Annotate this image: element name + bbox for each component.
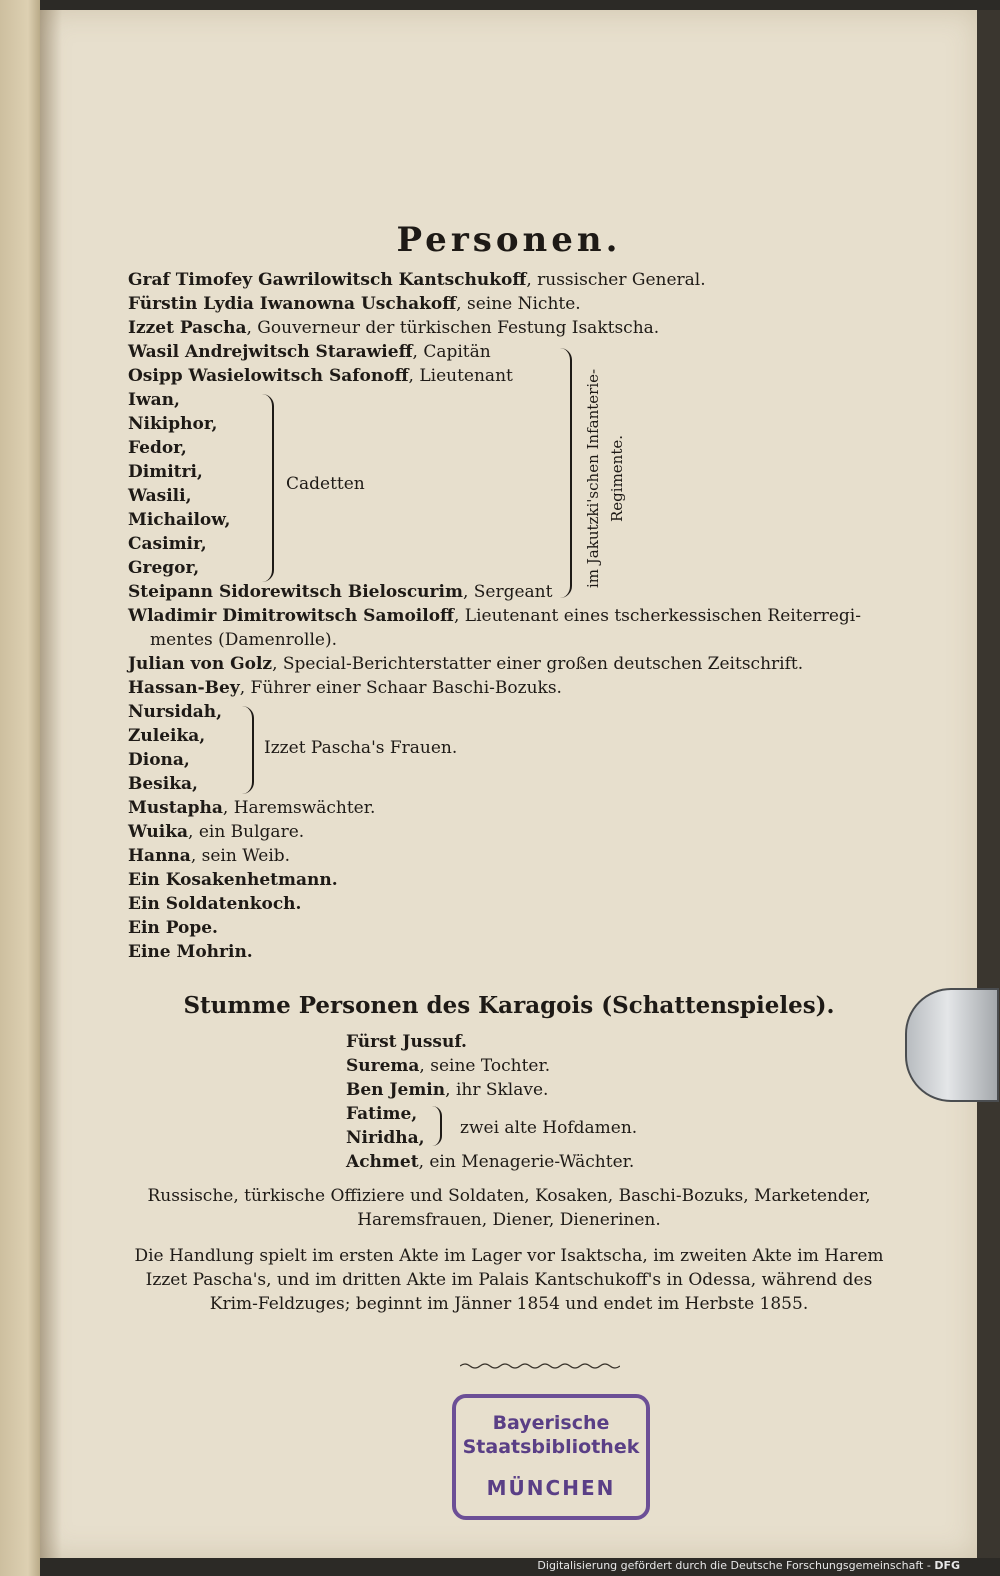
cast-line: Wladimir Dimitrowitsch Samoiloff, Lieutenant eines tscherkessischen Reiterregi- xyxy=(128,606,861,626)
regiment-brace xyxy=(560,348,572,598)
mute-line: Ben Jemin, ihr Sklave. xyxy=(346,1080,549,1100)
mute-line: Niridha, xyxy=(346,1128,425,1148)
scanner-clip xyxy=(905,988,999,1102)
cast-line: Nikiphor, xyxy=(128,414,218,434)
ornament-rule xyxy=(460,1362,620,1370)
mute-line: Achmet, ein Menagerie-Wächter. xyxy=(346,1152,635,1172)
cast-line: Zuleika, xyxy=(128,726,206,746)
cast-line: Eine Mohrin. xyxy=(128,942,253,962)
cast-line: Ein Kosakenhetmann. xyxy=(128,870,338,890)
cadetten-brace xyxy=(262,394,274,582)
cast-line: Michailow, xyxy=(128,510,231,530)
cast-line: Iwan, xyxy=(128,390,180,410)
regiment-label-line2: Regimente. xyxy=(608,434,626,522)
cast-line: Gregor, xyxy=(128,558,200,578)
cast-line: Hanna, sein Weib. xyxy=(128,846,291,866)
cast-line: Wasil Andrejwitsch Starawieff, Capitän xyxy=(128,342,491,362)
mute-line: Fatime, xyxy=(346,1104,418,1124)
page-title: Personen. xyxy=(396,220,622,260)
setting-line: Izzet Pascha's, und im dritten Akte im Palais Kantschukoff's in Odessa, während des xyxy=(145,1270,873,1290)
hofdamen-label: zwei alte Hofdamen. xyxy=(460,1118,638,1138)
cast-line: Fedor, xyxy=(128,438,187,458)
footer-credit: Digitalisierung gefördert durch die Deutsche Forschungsgemeinschaft - DFG xyxy=(537,1559,960,1572)
stamp-line: Bayerische xyxy=(492,1412,610,1434)
cast-line: Hassan-Bey, Führer einer Schaar Baschi-Bozuks. xyxy=(128,678,562,698)
facing-page-edge xyxy=(0,0,40,1576)
stamp-line: Staatsbibliothek xyxy=(462,1436,640,1458)
cast-line: Casimir, xyxy=(128,534,207,554)
cast-line: Mustapha, Haremswächter. xyxy=(128,798,376,818)
frauen-label: Izzet Pascha's Frauen. xyxy=(264,738,458,758)
page-edge xyxy=(977,10,1000,1558)
setting-line: Die Handlung spielt im ersten Akte im Lager vor Isaktscha, im zweiten Akte im Harem xyxy=(134,1246,884,1266)
book-page xyxy=(40,10,978,1558)
dfg-logo: DFG xyxy=(934,1559,960,1572)
mute-line: Surema, seine Tochter. xyxy=(346,1056,551,1076)
cast-line: Wasili, xyxy=(128,486,192,506)
extras-line: Russische, türkische Offiziere und Soldaten, Kosaken, Baschi-Bozuks, Marketender, xyxy=(147,1186,871,1206)
cast-line: Diona, xyxy=(128,750,190,770)
cast-line: Izzet Pascha, Gouverneur der türkischen Festung Isaktscha. xyxy=(128,318,660,338)
regiment-label-line1: im Jakutzki'schen Infanterie- xyxy=(584,368,602,588)
cast-line: Osipp Wasielowitsch Safonoff, Lieutenant xyxy=(128,366,513,386)
hofdamen-brace xyxy=(432,1106,442,1146)
cast-line: Graf Timofey Gawrilowitsch Kantschukoff, russischer General. xyxy=(128,270,706,290)
cast-line: Nursidah, xyxy=(128,702,223,722)
cast-line: mentes (Damenrolle). xyxy=(150,630,338,650)
cadetten-label: Cadetten xyxy=(286,474,365,494)
cast-line: Julian von Golz, Special-Berichterstatter einer großen deutschen Zeitschrift. xyxy=(128,654,804,674)
cast-line: Besika, xyxy=(128,774,198,794)
library-stamp xyxy=(452,1394,650,1520)
cast-line: Steipann Sidorewitsch Bieloscurim, Sergeant xyxy=(128,582,553,602)
cast-line: Dimitri, xyxy=(128,462,203,482)
setting-line: Krim-Feldzuges; beginnt im Jänner 1854 und endet im Herbste 1855. xyxy=(209,1294,809,1314)
cast-line: Ein Pope. xyxy=(128,918,218,938)
cast-line: Wuika, ein Bulgare. xyxy=(128,822,305,842)
section-heading: Stumme Personen des Karagois (Schattenspieles). xyxy=(183,992,835,1019)
frauen-brace xyxy=(242,706,254,794)
cast-line: Ein Soldatenkoch. xyxy=(128,894,302,914)
mute-line: Fürst Jussuf. xyxy=(346,1032,467,1052)
cast-line: Fürstin Lydia Iwanowna Uschakoff, seine Nichte. xyxy=(128,294,581,314)
extras-line: Haremsfrauen, Diener, Dienerinen. xyxy=(357,1210,661,1230)
stamp-line: MÜNCHEN xyxy=(486,1476,616,1500)
